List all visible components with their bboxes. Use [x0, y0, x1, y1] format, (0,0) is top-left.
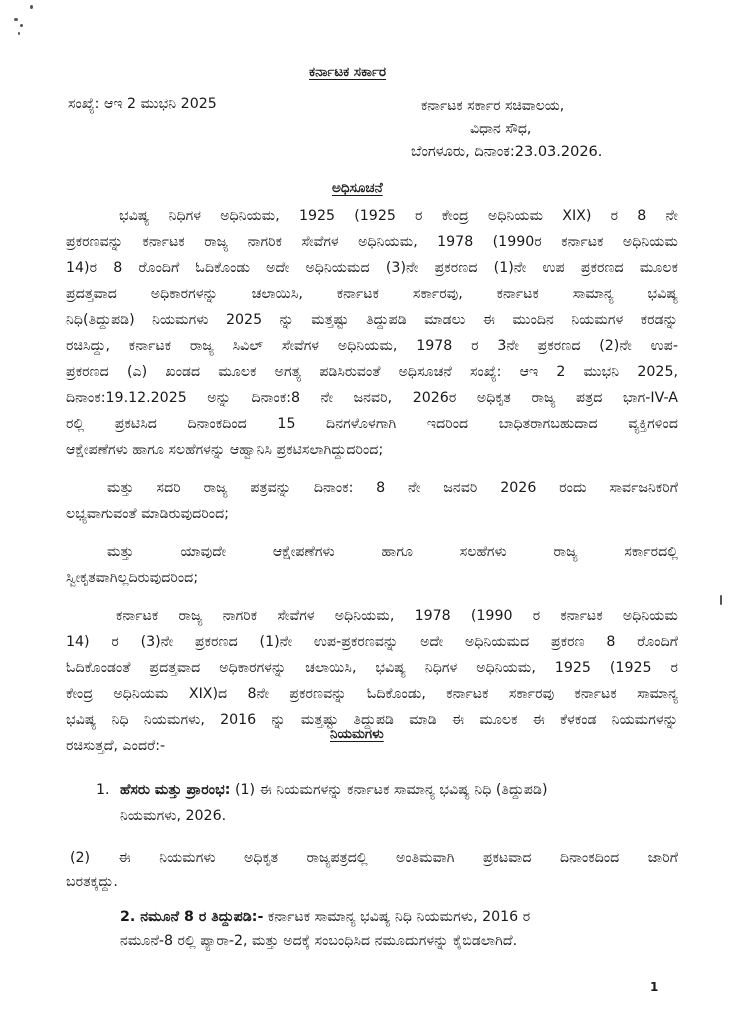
paragraph-line: ಸ್ವೀಕೃತವಾಗಿಲ್ಲದಿರುವುದರಿಂದ;: [66, 570, 199, 586]
rules-heading: ನಿಯಮಗಳು: [330, 726, 384, 742]
scan-speck: [20, 24, 23, 27]
paragraph-line: ನಿಧಿ(ತಿದ್ದುಪಡಿ) ನಿಯಮಗಳು 2025 ನ್ನು ಮತ್ತಷ್ಟು ತಿದ್ದುಪಡಿ ಮಾಡಲು ಈ ಮುಂದಿನ ನಿಯಮಗಳ ಕರಡನ್ನು: [66, 312, 678, 328]
address-line-date: ಬೆಂಗಳೂರು, ದಿನಾಂಕ:23.03.2026.: [411, 144, 603, 160]
rule-1-line: [120, 782, 547, 798]
rule-1-line-2: ನಿಯಮಗಳು, 2026.: [120, 808, 227, 824]
document-title: ಕರ್ನಾಟಕ ಸರ್ಕಾರ: [309, 64, 387, 80]
address-line-vidhana-soudha: ವಿಧಾನ ಸೌಧ,: [470, 121, 532, 137]
order-number: ಸಂಖ್ಯೆ: ಆಇ 2 ಮುಭನಿ 2025: [68, 96, 217, 112]
paragraph-line: ಲಭ್ಯವಾಗುವಂತೆ ಮಾಡಿರುವುದರಿಂದ;: [66, 506, 230, 522]
paragraph-line: ಕೇಂದ್ರ ಅಧಿನಿಯಮ XIX)ದ 8ನೇ ಪ್ರಕರಣವನ್ನು ಓದಿಕೊಂಡು, ಕರ್ನಾಟಕ ಸರ್ಕಾರವು ಕರ್ನಾಟಕ ಸಾಮಾನ್ಯ: [66, 686, 678, 702]
paragraph-line: ಪ್ರಕರಣದ (ಎ) ಖಂಡದ ಮೂಲಕ ಅಗತ್ಯ ಪಡಿಸಿರುವಂತೆ ಅಧಿಸೂಚನೆ ಸಂಖ್ಯೆ: ಆಇ 2 ಮುಭನಿ 2025,: [66, 364, 678, 380]
paragraph-line: ಭವಿಷ್ಯ ನಿಧಿಗಳ ಅಧಿನಿಯಮ, 1925 (1925 ರ ಕೇಂದ್ರ ಅಧಿನಿಯಮ XIX) ರ 8 ನೇ: [119, 208, 678, 224]
scan-speck: [14, 18, 18, 21]
notification-heading: ಅಧಿಸೂಚನೆ: [332, 180, 383, 196]
paragraph-line: ರಲ್ಲಿ ಪ್ರಕಟಿಸಿದ ದಿನಾಂಕದಿಂದ 15 ದಿನಗಳೊಳಗಾಗಿ ಇದರಿಂದ ಬಾಧಿತರಾಗಬಹುದಾದ ವ್ಯಕ್ತಿಗಳಿಂದ: [66, 416, 678, 432]
paragraph-line: ದಿನಾಂಕ:19.12.2025 ಅನ್ನು ದಿನಾಂಕ:8 ನೇ ಜನವರಿ, 2026ರ ಅಧಿಕೃತ ರಾಜ್ಯ ಪತ್ರದ ಭಾಗ-IV-A: [66, 390, 678, 406]
rule-1-title: ಹೆಸರು ಮತ್ತು ಪ್ರಾರಂಭ:: [120, 782, 231, 798]
paragraph-line: ಪ್ರಕರಣವನ್ನು ಕರ್ನಾಟಕ ರಾಜ್ಯ ನಾಗರಿಕ ಸೇವೆಗಳ ಅಧಿನಿಯಮ, 1978 (1990ರ ಕರ್ನಾಟಕ ಅಧಿನಿಯಮ: [66, 234, 678, 250]
address-line-secretariat: ಕರ್ನಾಟಕ ಸರ್ಕಾರ ಸಚಿವಾಲಯ,: [421, 98, 565, 114]
rule-number: 1.: [96, 782, 110, 798]
rule-2-line-2: ನಮೂನೆ-8 ರಲ್ಲಿ ಪ್ಯಾರಾ-2, ಮತ್ತು ಅದಕ್ಕೆ ಸಂಬಂಧಿಸಿದ ನಮೂದುಗಳನ್ನು ಕೈಬಿಡಲಾಗಿದೆ.: [120, 933, 518, 949]
page-number: 1: [650, 980, 659, 994]
paragraph-line: ಕರ್ನಾಟಕ ರಾಜ್ಯ ನಾಗರಿಕ ಸೇವೆಗಳ ಅಧಿನಿಯಮ, 1978 (1990 ರ ಕರ್ನಾಟಕ ಅಧಿನಿಯಮ: [116, 608, 678, 624]
paragraph-line: 14)ರ 8 ರೊಂದಿಗೆ ಓದಿಕೊಂಡು ಅದೇ ಅಧಿನಿಯಮದ (3)ನೇ ಪ್ರಕರಣದ (1)ನೇ ಉಪ ಪ್ರಕರಣದ ಮೂಲಕ: [66, 260, 678, 276]
paragraph-line: ಮತ್ತು ಯಾವುದೇ ಆಕ್ಷೇಪಣೆಗಳು ಹಾಗೂ ಸಲಹೆಗಳು ರಾಜ್ಯ ಸರ್ಕಾರದಲ್ಲಿ: [107, 544, 678, 560]
rule-2-line: [120, 909, 530, 925]
paragraph-line: ಪ್ರದತ್ತವಾದ ಅಧಿಕಾರಗಳನ್ನು ಚಲಾಯಿಸಿ, ಕರ್ನಾಟಕ ಸರ್ಕಾರವು, ಕರ್ನಾಟಕ ಸಾಮಾನ್ಯ ಭವಿಷ್ಯ: [66, 286, 678, 302]
rule-2-text: ಕರ್ನಾಟಕ ಸಾಮಾನ್ಯ ಭವಿಷ್ಯ ನಿಧಿ ನಿಯಮಗಳು, 2016 ರ: [267, 909, 531, 925]
scan-speck: [30, 5, 33, 9]
paragraph-line: ರಚಿಸುತ್ತದೆ, ಎಂದರೆ:-: [66, 738, 166, 754]
paragraph-line: ಭವಿಷ್ಯ ನಿಧಿ ನಿಯಮಗಳು, 2016 ನ್ನು ಮತ್ತಷ್ಟು ತಿದ್ದುಪಡಿ ಮಾಡಿ ಈ ಮೂಲಕ ಈ ಕೆಳಕಂಡ ನಿಯಮಗಳನ್ನು: [66, 712, 678, 728]
paragraph-line: (2) ಈ ನಿಯಮಗಳು ಅಧಿಕೃತ ರಾಜ್ಯಪತ್ರದಲ್ಲಿ ಅಂತಿಮವಾಗಿ ಪ್ರಕಟವಾದ ದಿನಾಂಕದಿಂದ ಜಾರಿಗೆ: [70, 850, 678, 866]
scan-speck: [720, 595, 722, 605]
rule-1-text: (1) ಈ ನಿಯಮಗಳನ್ನು ಕರ್ನಾಟಕ ಸಾಮಾನ್ಯ ಭವಿಷ್ಯ ನಿಧಿ (ತಿದ್ದುಪಡಿ): [234, 782, 548, 798]
rule-2-title: 2. ನಮೂನೆ 8 ರ ತಿದ್ದುಪಡಿ:-: [120, 909, 264, 925]
paragraph-line: 14) ರ (3)ನೇ ಪ್ರಕರಣದ (1)ನೇ ಉಪ-ಪ್ರಕರಣವನ್ನು ಅದೇ ಅಧಿನಿಯಮದ ಪ್ರಕರಣ 8 ರೊಂದಿಗೆ: [66, 634, 678, 650]
paragraph-line: ಓದಿಕೊಂಡಂತೆ ಪ್ರದತ್ತವಾದ ಅಧಿಕಾರಗಳನ್ನು ಚಲಾಯಿಸಿ, ಭವಿಷ್ಯ ನಿಧಿಗಳ ಅಧಿನಿಯಮ, 1925 (1925 ರ: [66, 660, 678, 676]
scan-speck: [18, 32, 20, 35]
paragraph-line: ಬರತಕ್ಕದ್ದು.: [66, 874, 118, 890]
paragraph-line: ಆಕ್ಷೇಪಣೆಗಳು ಹಾಗೂ ಸಲಹೆಗಳನ್ನು ಆಹ್ವಾನಿಸಿ ಪ್ರಕಟಿಸಲಾಗಿದ್ದುದರಿಂದ;: [66, 442, 384, 458]
paragraph-line: ರಚಿಸಿದ್ದು, ಕರ್ನಾಟಕ ರಾಜ್ಯ ಸಿವಿಲ್ ಸೇವೆಗಳ ಅಧಿನಿಯಮ, 1978 ರ 3ನೇ ಪ್ರಕರಣದ (2)ನೇ ಉಪ-: [66, 338, 678, 354]
paragraph-line: ಮತ್ತು ಸದರಿ ರಾಜ್ಯ ಪತ್ರವನ್ನು ದಿನಾಂಕ: 8 ನೇ ಜನವರಿ 2026 ರಂದು ಸಾರ್ವಜನಿಕರಿಗೆ: [107, 480, 678, 496]
